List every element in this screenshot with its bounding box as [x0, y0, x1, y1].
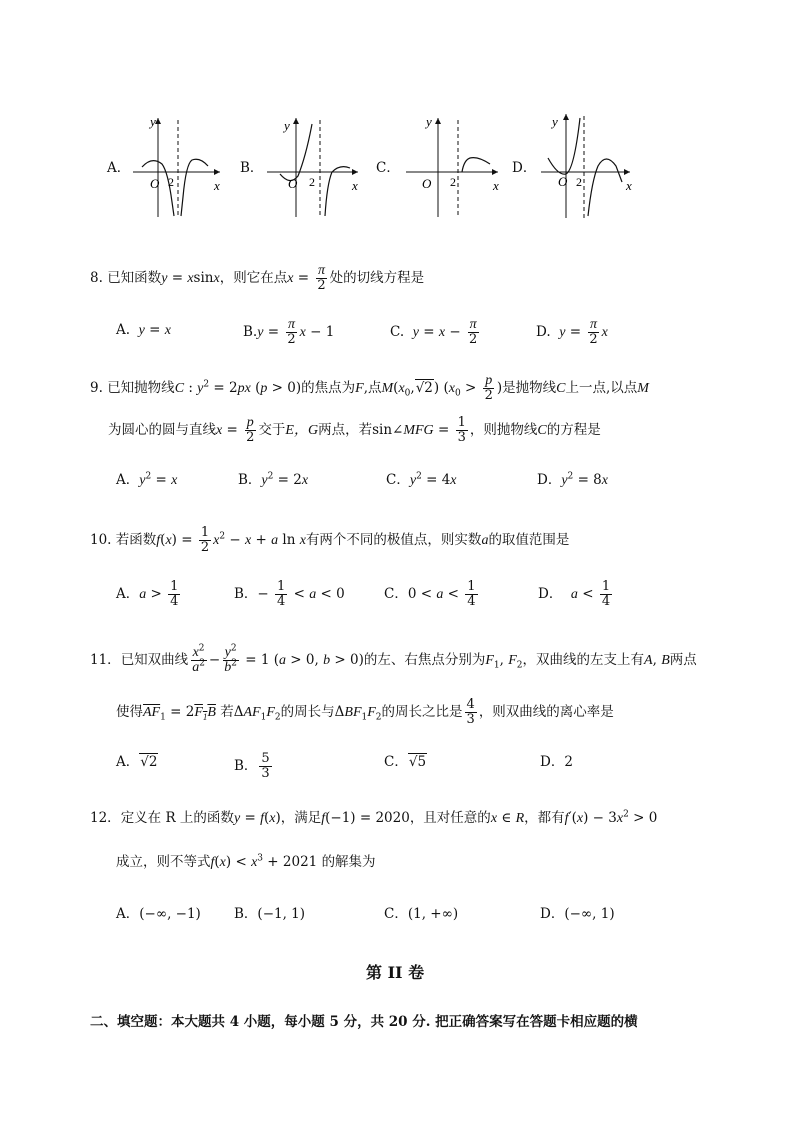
q10-option-b: B．− $\frac{1}{4}$ < a < 0 — [234, 579, 345, 609]
q10-option-c: C．0 < a < $\frac{1}{4}$ — [384, 579, 476, 609]
question-9-stem: 9. 已知抛物线C : $y^2 = 2px$ (p > 0)的焦点为F,点$M(x_0,√2) (x_0$ > $\frac{p}{2}$ )是抛物线C上一点,以点M — [90, 373, 649, 403]
q11-option-d: D．2 — [540, 754, 573, 770]
graph-c-x-label: x — [493, 178, 499, 193]
graph-b — [262, 112, 367, 222]
question-11-stem: 11．已知双曲线 $\frac{x^2}{a^2}$ − $\frac{y^2}{b^2}$ = 1 (a > 0, b > 0)的左、右焦点分别为$F_1$, $F_2$，双曲线的左支上有A, B两点 — [90, 643, 697, 675]
q11-option-c: C．√5 — [384, 754, 427, 770]
graph-c — [398, 112, 508, 222]
graph-c-origin: O — [422, 176, 432, 191]
question-11-line2: 使得$\overline{AF}_1 = 2F_1B$ 若$\Delta AF_1F_2$的周长与$\Delta BF_1F_2$的周长之比是 $\frac{4}{3}$ ，则双曲线的离心率是 — [116, 697, 614, 727]
graph-b-y-label: y — [284, 118, 290, 133]
graph-b-tick: 2 — [309, 175, 315, 189]
graph-d-x-label: x — [626, 178, 632, 193]
graph-a — [128, 112, 228, 222]
graph-c-tick: 2 — [450, 175, 456, 189]
graph-option-b-label: B． — [240, 160, 264, 176]
question-9-line2: 为圆心的圆与直线x = $\frac{p}{2}$ 交于E，G两点，若sin∠MFG = $\frac{1}{3}$ ，则抛物线C的方程是 — [108, 415, 601, 445]
q9-option-a: A．$y^2 = x$ — [116, 471, 178, 488]
q12-option-c: C．(1, +∞) — [384, 906, 459, 922]
graph-a-x-label: x — [214, 178, 220, 193]
q12-option-a: A．(−∞, −1) — [116, 906, 201, 922]
graph-d-y-label: y — [552, 114, 558, 129]
graph-option-c-label: C． — [376, 160, 400, 176]
q11-option-a: A．√2 — [116, 754, 158, 770]
graph-b-origin: O — [288, 176, 298, 191]
graph-d-origin: O — [558, 174, 568, 189]
question-12-line2: 成立，则不等式$f(x) < x^3 + 2021$ 的解集为 — [116, 853, 376, 870]
graph-a-origin: O — [150, 176, 160, 191]
q10-option-a: A．a > $\frac{1}{4}$ — [116, 579, 179, 609]
graph-a-tick: 2 — [168, 175, 174, 189]
q10-option-d: D． a < $\frac{1}{4}$ — [538, 579, 611, 609]
graph-c-y-label: y — [426, 114, 432, 129]
q9-option-b: B．$y^2 = 2x$ — [238, 471, 309, 488]
graph-d — [536, 108, 638, 224]
fill-in-section-heading: 二、填空题：本大题共 4 小题，每小题 5 分，共 20 分. 把正确答案写在答题卡相应题的横 — [90, 1014, 638, 1030]
graph-option-a-label: A． — [107, 160, 131, 176]
q8-option-b: B.y = $\frac{\pi}{2}$ x − 1 — [243, 317, 335, 347]
graph-d-tick: 2 — [576, 175, 582, 189]
q9-option-d: D．$y^2 = 8x$ — [537, 471, 608, 488]
question-8-stem: 8. 已知函数y = xsinx，则它在点x = $\frac{\pi}{2}$ 处的切线方程是 — [90, 263, 425, 293]
q12-option-d: D．(−∞, 1) — [540, 906, 615, 922]
q8-option-a: A. y = x — [116, 322, 171, 338]
q8-option-c: C. y = x − $\frac{\pi}{2}$ — [390, 317, 478, 347]
q11-option-b: B． $\frac{5}{3}$ — [234, 751, 270, 781]
graph-a-y-label: y — [150, 114, 156, 129]
q8-option-d: D. y = $\frac{\pi}{2}$ x — [536, 317, 608, 347]
question-12-stem: 12．定义在 R 上的函数y = f(x)，满足f(−1) = 2020，且对任意的x ∈ R，都有$f'(x) - 3x^2 > 0$ — [90, 809, 658, 826]
question-10-stem: 10. 若函数f(x) = $\frac{1}{2}$ $x^2 - x + a$ ln x有两个不同的极值点，则实数a的取值范围是 — [90, 525, 570, 555]
q12-option-b: B．(−1, 1) — [234, 906, 306, 922]
graph-option-d-label: D． — [512, 160, 537, 176]
graph-b-x-label: x — [352, 178, 358, 193]
part-2-title: 第 II 卷 — [366, 963, 425, 982]
q9-option-c: C．$y^2 = 4x$ — [386, 471, 457, 488]
